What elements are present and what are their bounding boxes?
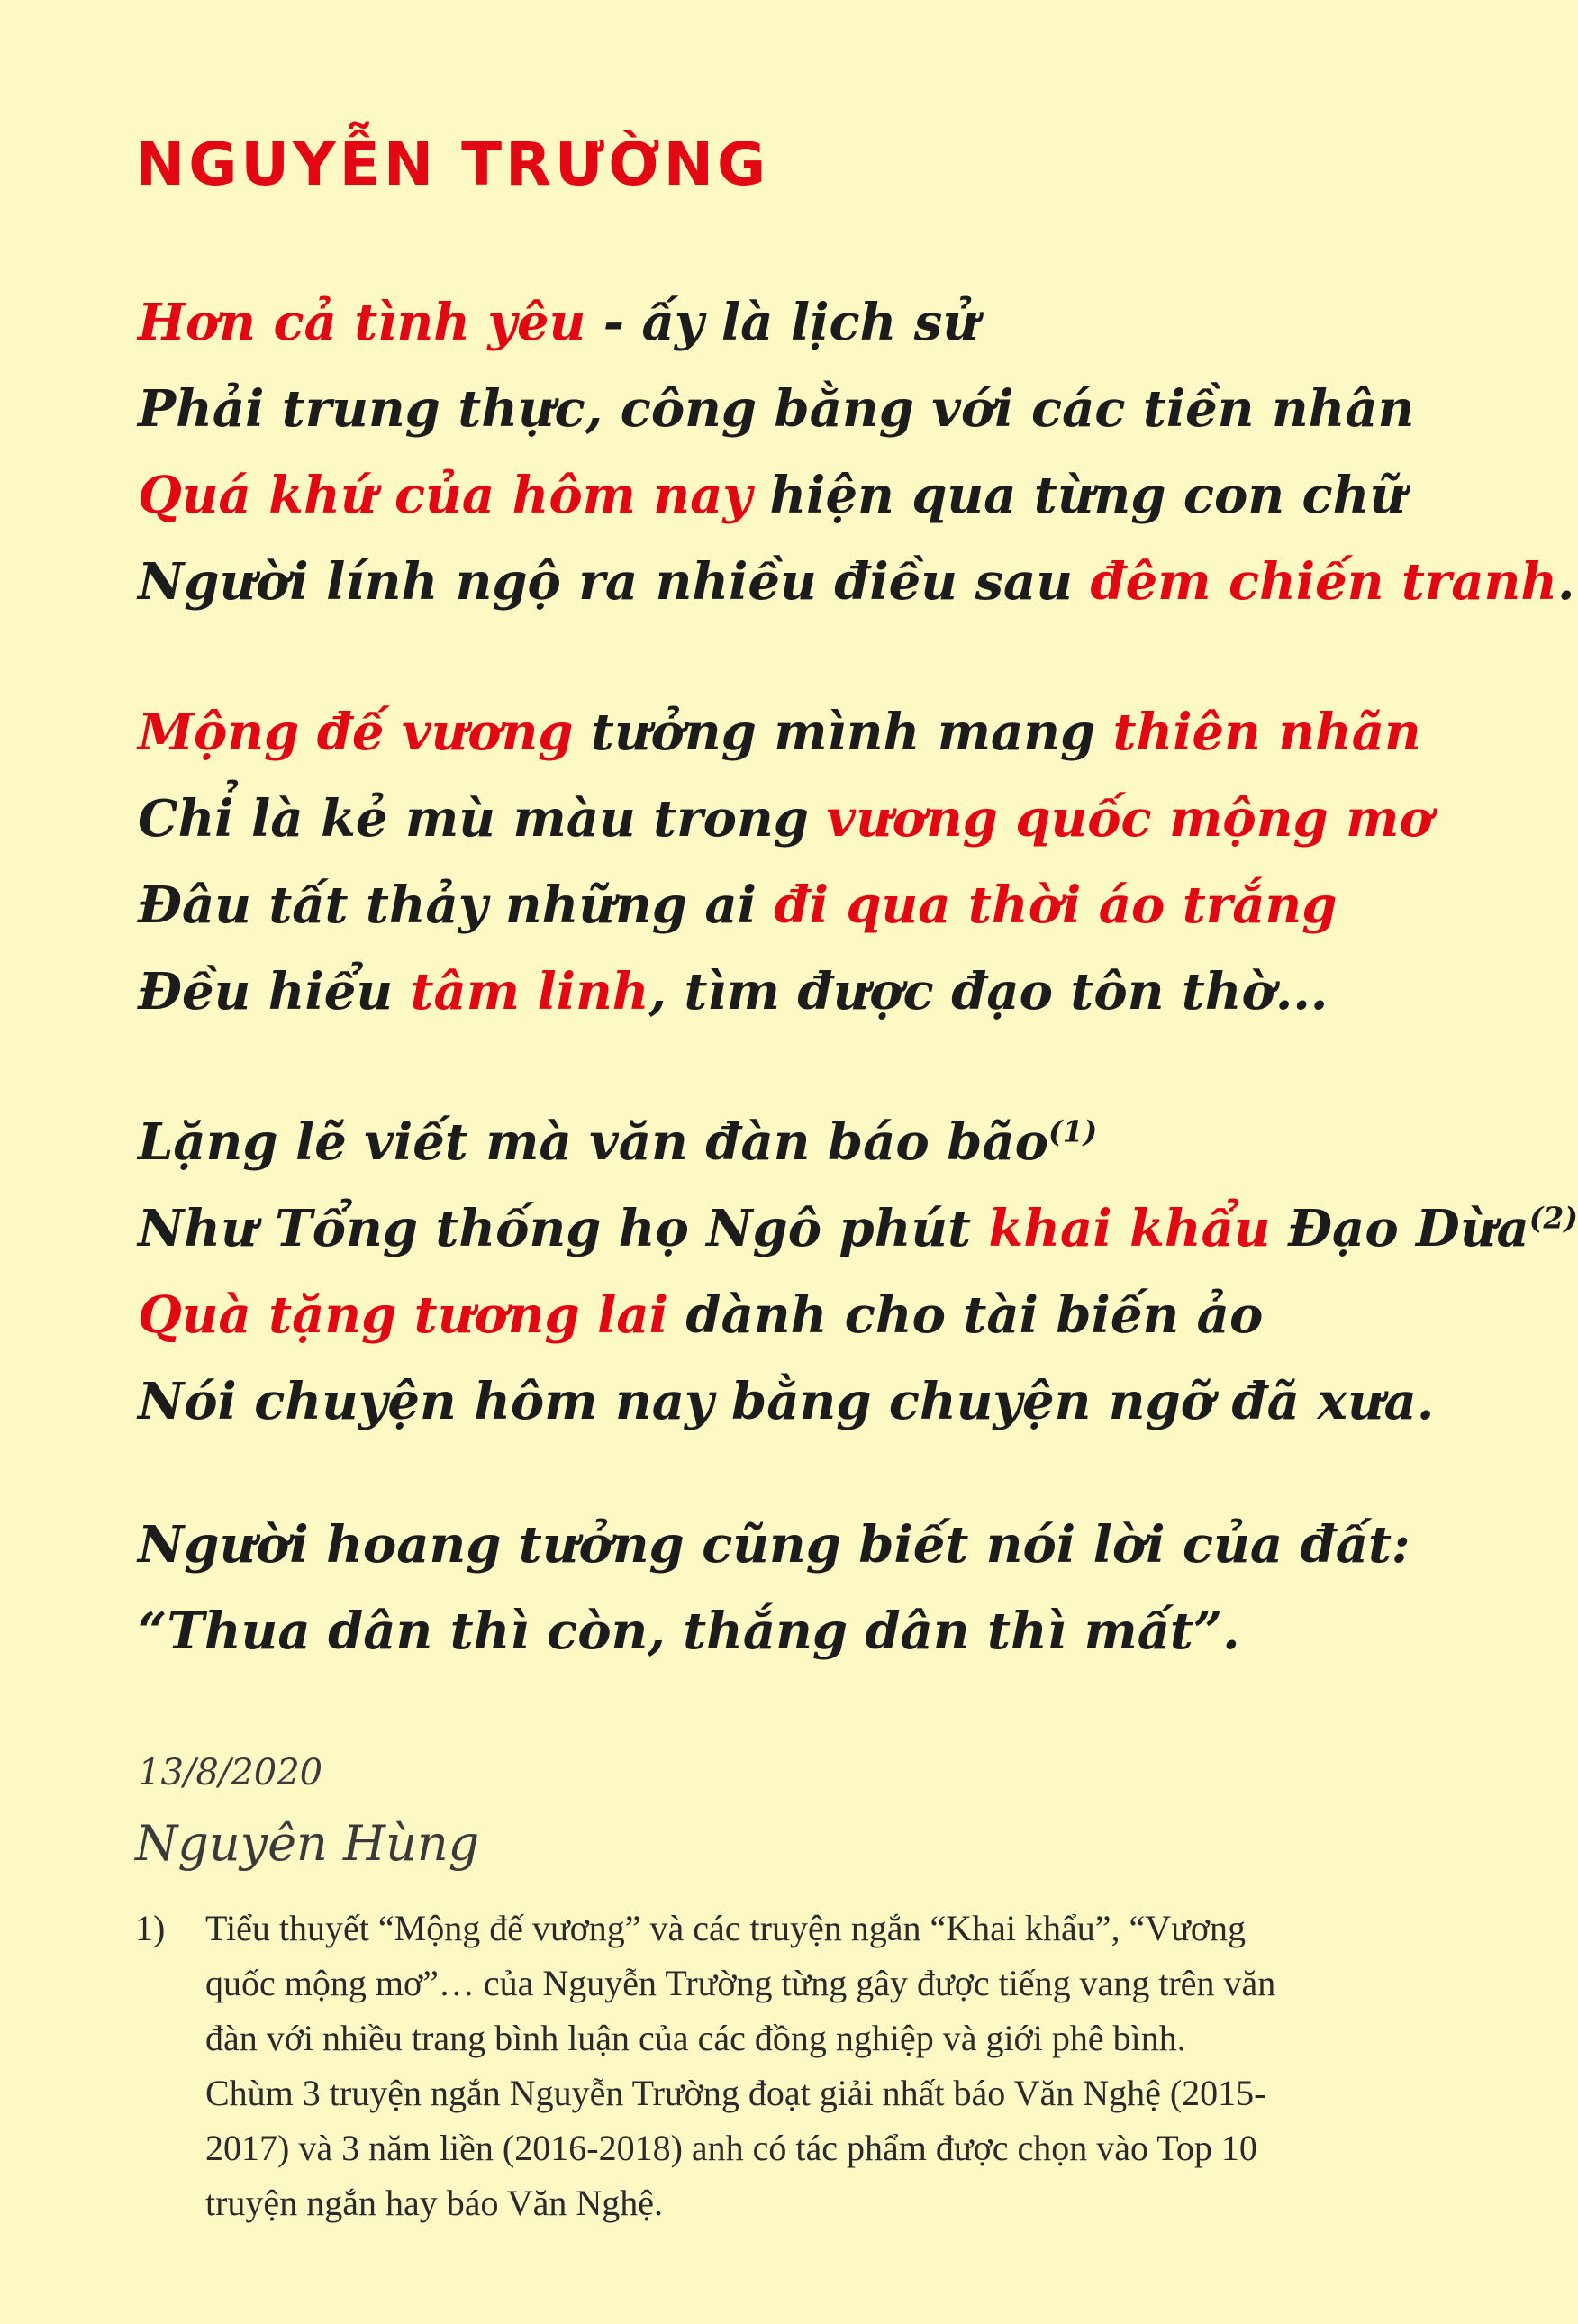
poem-text: Người hoang tưởng cũng biết nói lời của đất: <box>138 1515 1410 1575</box>
poem-text: Nói chuyện hôm nay bằng chuyện ngỡ đã xưa. <box>138 1372 1435 1431</box>
poem-line <box>138 776 1433 862</box>
poem-line <box>138 366 1575 452</box>
poem-line <box>138 1272 1578 1358</box>
poem-text: Đâu tất thảy những ai <box>138 876 775 935</box>
highlight-phrase: đêm chiến tranh <box>1090 552 1558 612</box>
poem-text: . <box>1557 552 1575 612</box>
highlight-phrase: tâm linh <box>410 962 649 1021</box>
poem-line <box>138 452 1575 539</box>
stanza-3 <box>138 1099 1578 1445</box>
poem-text: Đều hiểu <box>138 962 411 1021</box>
poem-text: Lặng lẽ viết mà văn đàn báo bão <box>138 1112 1049 1172</box>
poem-text: dành cho tài biến ảo <box>667 1285 1264 1345</box>
highlight-phrase: vương quốc mộng mơ <box>826 789 1433 849</box>
poem-text: , tìm được đạo tôn thờ... <box>648 962 1329 1021</box>
stanza-1 <box>138 279 1575 625</box>
signature-date: 13/8/2020 <box>138 1752 323 1793</box>
poem-text: “Thua dân thì còn, thắng dân thì mất”. <box>138 1602 1240 1661</box>
poem-line <box>138 1358 1578 1445</box>
highlight-phrase: Quà tặng tương lai <box>138 1285 668 1345</box>
footnote-ref: (1) <box>1048 1113 1098 1149</box>
poem-line <box>138 279 1575 366</box>
poem-text: Phải trung thực, công bằng với các tiền nhân <box>138 379 1415 439</box>
footnote-line: Chùm 3 truyện ngắn Nguyễn Trường đoạt giải nhất báo Văn Nghệ (2015- <box>205 2073 1266 2113</box>
highlight-phrase: khai khẩu <box>988 1199 1271 1258</box>
footnote-line: truyện ngắn hay báo Văn Nghệ. <box>205 2183 664 2223</box>
footnote-text <box>205 1901 1432 2230</box>
poem-text: Như Tổng thống họ Ngô phút <box>138 1199 989 1258</box>
footnote <box>135 1901 1432 2230</box>
footnote-number: 1) <box>135 1908 166 1948</box>
poem-text: tưởng mình mang <box>573 703 1113 762</box>
highlight-phrase: Hơn cả tình yêu <box>138 293 586 352</box>
poem-text: - ấy là lịch sử <box>585 293 980 352</box>
poem-line <box>138 949 1433 1035</box>
footnote-ref: (2) <box>1528 1200 1578 1236</box>
author-heading: NGUYỄN TRƯỜNG <box>135 130 770 199</box>
poem-line <box>138 1588 1410 1675</box>
stanza-4 <box>138 1502 1410 1675</box>
footnote-line: quốc mộng mơ”… của Nguyễn Trường từng gây được tiếng vang trên văn <box>205 1963 1276 2003</box>
footnote-line: Tiểu thuyết “Mộng đế vương” và các truyện ngắn “Khai khẩu”, “Vương <box>205 1908 1246 1948</box>
highlight-phrase: Quá khứ của hôm nay <box>138 466 752 525</box>
poem-text: Đạo Dừa <box>1270 1199 1529 1258</box>
poem-line <box>138 862 1433 949</box>
poem-text: hiện qua từng con chữ <box>751 466 1407 525</box>
poem-line <box>138 1185 1578 1272</box>
signature-name: Nguyên Hùng <box>135 1815 480 1872</box>
highlight-phrase: đi qua thời áo trắng <box>774 876 1338 935</box>
stanza-2 <box>138 689 1433 1035</box>
footnote-line: đàn với nhiều trang bình luận của các đồng nghiệp và giới phê bình. <box>205 2018 1186 2058</box>
poem-line <box>138 689 1433 776</box>
highlight-phrase: thiên nhãn <box>1112 703 1421 762</box>
poem-line <box>138 1099 1578 1185</box>
poem-text: Người lính ngộ ra nhiều điều sau <box>138 552 1091 612</box>
footnote-line: 2017) và 3 năm liền (2016-2018) anh có tác phẩm được chọn vào Top 10 <box>205 2128 1257 2168</box>
poem-text: Chỉ là kẻ mù màu trong <box>138 789 827 849</box>
poem-line <box>138 539 1575 625</box>
poem-line <box>138 1502 1410 1588</box>
highlight-phrase: Mộng đế vương <box>138 703 574 762</box>
